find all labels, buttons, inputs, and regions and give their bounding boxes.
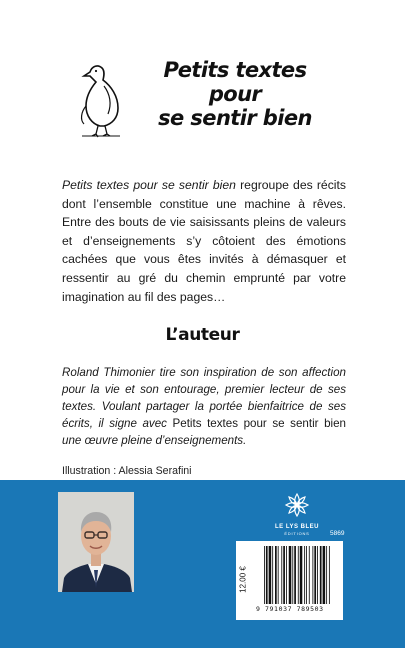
author-portrait-image <box>58 492 134 592</box>
barcode-bar <box>306 546 307 604</box>
barcode-bar <box>309 546 310 604</box>
barcode-bar <box>292 546 293 604</box>
publisher-sub: ÉDITIONS <box>284 531 310 536</box>
blurb <box>62 176 346 306</box>
barcode-bar <box>294 546 296 604</box>
publisher-name: LE LYS BLEU <box>275 524 319 530</box>
barcode-bar <box>298 546 299 604</box>
lily-icon <box>284 492 310 518</box>
barcode-bar <box>264 546 265 604</box>
barcode-bar <box>314 546 316 604</box>
author-bio <box>62 364 346 449</box>
barcode <box>264 546 338 604</box>
blurb-title: Petits textes pour se sentir bien <box>62 178 236 192</box>
title-line-2: pour <box>208 82 262 106</box>
barcode-bar <box>326 546 327 604</box>
barcode-bar <box>269 546 272 604</box>
barcode-bar <box>281 546 282 604</box>
title-line-3: se sentir bien <box>158 106 312 130</box>
barcode-bar <box>283 546 285 604</box>
author-photo <box>58 492 134 592</box>
title-block <box>78 58 338 148</box>
product-code: 5869 <box>330 530 345 537</box>
barcode-bar <box>323 546 326 604</box>
price: 12.00 € <box>238 566 248 593</box>
author-bio-part1: Roland Thimonier tire son inspiration de son affection pour la vie et son entourage, premier lecteur de ses textes. Voulant partager la portée bienfaitrice de ses écrits, il signe avec <box>62 366 346 430</box>
publisher-logo <box>262 492 332 536</box>
barcode-box <box>236 541 343 620</box>
barcode-bar <box>320 546 322 604</box>
barcode-bar <box>286 546 287 604</box>
barcode-bar <box>312 546 313 604</box>
blurb-text: regroupe des récits dont l’ensemble constitue une machine à rêves. Entre des bouts de vie saisissants pleins de valeurs et d’enseignements s’y côtoient des émotions cachées que vous êtes invités à démasquer et ressentir au gré du chemin emprunté par votre imagination au fil des pages… <box>62 178 346 304</box>
barcode-bar <box>329 546 330 604</box>
author-heading: L’auteur <box>165 325 240 345</box>
barcode-bar <box>317 546 318 604</box>
barcode-bar <box>275 546 277 604</box>
author-bio-title: Petits textes pour se sentir bien <box>172 417 346 430</box>
barcode-bar <box>300 546 303 604</box>
barcode-bar <box>278 546 279 604</box>
barcode-bar <box>304 546 305 604</box>
book-title <box>130 58 340 130</box>
illustration-credit: Illustration : Alessia Serafini <box>62 465 192 477</box>
title-line-1: Petits textes <box>163 58 307 82</box>
isbn-digits: 9 791037 789503 <box>256 605 324 613</box>
author-bio-part2: une œuvre pleine d’enseignements. <box>62 434 247 447</box>
barcode-bar <box>289 546 292 604</box>
barcode-bar <box>266 546 268 604</box>
dove-icon <box>78 62 124 138</box>
barcode-bar <box>272 546 273 604</box>
